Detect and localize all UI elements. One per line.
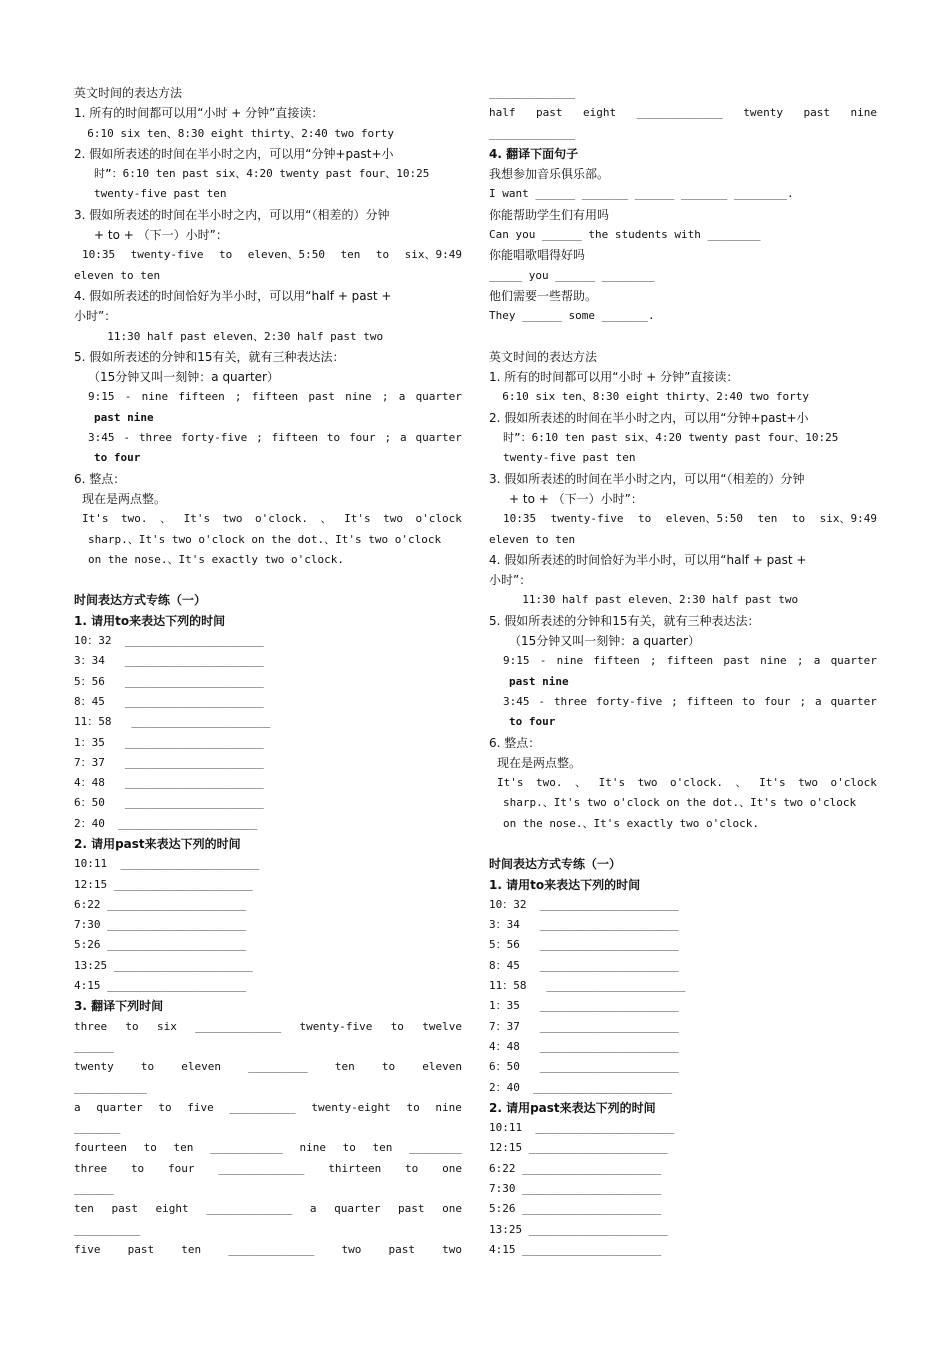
word: to (143, 1141, 157, 1155)
left-text-line: + to + （下一）小时”： (94, 228, 228, 243)
right-text-line: 7:30 _____________________ (489, 1182, 662, 1196)
word: ; (384, 431, 392, 445)
left-text-line: 时”：6:10 ten past six、4:20 twenty past four、10:25 (94, 167, 430, 181)
left-text-line (74, 1240, 462, 1260)
right-text-line: eleven to ten (489, 532, 576, 546)
right-text-line (489, 692, 877, 712)
word: ten (334, 1060, 355, 1074)
word: a (815, 694, 822, 708)
word: past (536, 106, 563, 120)
right-text-line: 6：50 _____________________ (489, 1060, 679, 1074)
right-text-line (489, 327, 877, 347)
word: ___________ (209, 1141, 283, 1155)
left-text-line: to four (94, 451, 141, 465)
left-text-line: 2. 假如所表述的时间在半小时之内，可以用“分钟+past+小 (74, 146, 394, 161)
left-text-line (74, 1138, 462, 1158)
left-text-line (74, 509, 462, 529)
right-text-line: 他们需要一些帮助。 (489, 288, 598, 303)
word: 10:35 (503, 512, 537, 526)
left-text-line: 5. 假如所表述的分钟和15有关，就有三种表达法： (74, 349, 345, 364)
word: past (111, 1202, 138, 1216)
left-text-line: ___________ (74, 1080, 147, 1094)
right-text-line: _____ you ______ ________ (489, 268, 655, 282)
word: two (383, 512, 403, 526)
left-text-line: 2. 请用past来表达下列的时间 (74, 836, 241, 851)
right-text-line: 1. 所有的时间都可以用“小时 + 分钟”直接读： (489, 370, 739, 385)
word: quarter (830, 694, 877, 708)
word: six、9:49 (404, 248, 462, 262)
left-text-line: 4:15 _____________________ (74, 979, 247, 993)
left-text-line (74, 1017, 462, 1037)
right-text-line: 现在是两点整。 (497, 755, 582, 770)
word: to (125, 1019, 139, 1033)
right-text-line: 4：48 _____________________ (489, 1039, 679, 1053)
word: ; (799, 694, 807, 708)
word: past (388, 1242, 415, 1256)
left-text-line: 3. 翻译下列时间 (74, 999, 164, 1014)
right-text-line: 4. 假如所表述的时间恰好为半小时，可以用“half + past + (489, 552, 807, 567)
right-text-line: on the nose.、It's exactly two o'clock. (503, 816, 760, 830)
word: a (74, 1100, 81, 1114)
word: to (342, 1141, 356, 1155)
word: two. (536, 776, 563, 790)
right-text-line: 你能唱歌唱得好吗 (489, 248, 586, 263)
word: It's (497, 776, 524, 790)
word: two (442, 1242, 462, 1256)
right-text-line: 1：35 _____________________ (489, 999, 679, 1013)
word: eight (583, 106, 617, 120)
right-text-line: + to + （下一）小时”： (509, 491, 643, 506)
left-text-line: 13:25 _____________________ (74, 958, 253, 972)
word: 3:45 (503, 694, 530, 708)
right-text-line: They ______ some _______. (489, 309, 655, 323)
word: to (381, 1060, 396, 1074)
word: fifteen (666, 654, 714, 668)
word: a (400, 431, 407, 445)
word: 3:45 (88, 431, 115, 445)
word: four (349, 431, 376, 445)
word: It's (598, 776, 626, 790)
left-text-line: twenty-five past ten (94, 187, 227, 201)
right-text-line: Can you ______ the students with ________ (489, 228, 761, 242)
word: to (130, 1161, 145, 1175)
word: to (390, 1019, 404, 1033)
left-text-line: ______ (74, 1039, 114, 1053)
word: o'clock. (255, 512, 309, 526)
word: nine (760, 654, 787, 668)
word: _____________ (206, 1202, 293, 1216)
word: eleven (181, 1060, 221, 1074)
word: to (791, 512, 806, 526)
right-text-line: 8：45 _____________________ (489, 958, 679, 972)
word: to (741, 694, 756, 708)
left-text-line: 现在是两点整。 (82, 491, 167, 506)
left-text-line: 6:22 _____________________ (74, 897, 247, 911)
word: three (138, 431, 173, 445)
word: quarter (334, 1202, 381, 1216)
word: two (341, 1242, 362, 1256)
word: quarter (830, 654, 877, 668)
word: nine (345, 390, 372, 404)
right-text-line: twenty-five past ten (503, 451, 636, 465)
left-text-line: 10：32 _____________________ (74, 634, 264, 648)
right-text-line: 英文时间的表达方法 (489, 349, 598, 364)
right-text-line: 2. 假如所表述的时间在半小时之内，可以用“分钟+past+小 (489, 410, 809, 425)
right-text-line: 6:22 _____________________ (489, 1161, 662, 1175)
left-text-line: （15分钟又叫一刻钟：a quarter） (88, 370, 279, 385)
word: two (798, 776, 818, 790)
right-text-line: 2：40 _____________________ (489, 1080, 673, 1094)
word: a (398, 390, 406, 404)
word: twenty-five (550, 512, 624, 526)
left-text-line: sharp.、It's two o'clock on the dot.、It's two o'clock (88, 532, 442, 546)
word: ten (74, 1202, 94, 1216)
left-text-line (74, 1057, 462, 1077)
right-text-line: 11：58 _____________________ (489, 979, 686, 993)
word: 、 (575, 776, 587, 790)
word: o'clock (415, 512, 462, 526)
word: to (405, 1161, 419, 1175)
word: to (375, 248, 390, 262)
word: ten (173, 1141, 194, 1155)
word: past (803, 106, 830, 120)
word: 、 (160, 512, 172, 526)
right-text-line: 10:11 _____________________ (489, 1121, 675, 1135)
word: eleven、5:50 (247, 248, 325, 262)
right-column (489, 83, 877, 1260)
right-text-line: （15分钟又叫一刻钟：a quarter） (509, 634, 700, 649)
left-text-line: 6. 整点： (74, 471, 126, 486)
word: ________ (408, 1141, 462, 1155)
word: _____________ (636, 106, 723, 120)
word: twenty-five (130, 248, 204, 262)
right-text-line (489, 773, 877, 793)
right-text-line: I want ______ _______ ______ _______ ________. (489, 187, 794, 201)
left-text-line: 1. 所有的时间都可以用“小时 + 分钟”直接读： (74, 106, 324, 121)
word: four (764, 694, 791, 708)
word: fifteen (686, 694, 733, 708)
right-text-line: 2. 请用past来表达下列的时间 (489, 1100, 656, 1115)
right-text-line: _____________ (489, 86, 576, 99)
right-text-line: 4:15 _____________________ (489, 1242, 662, 1256)
left-text-line: 1：35 _____________________ (74, 735, 264, 749)
left-text-line: 10:11 _____________________ (74, 857, 260, 871)
left-text-line: _______ (74, 1121, 121, 1135)
left-text-line: 6：50 _____________________ (74, 796, 264, 810)
left-text-line: 8：45 _____________________ (74, 694, 264, 708)
word: ten (757, 512, 778, 526)
word: It's (82, 512, 109, 526)
word: twenty-eight (311, 1100, 391, 1114)
word: to (326, 431, 341, 445)
word: ; (649, 654, 657, 668)
word: 9:15 (503, 654, 530, 668)
right-text-line: 小时”： (489, 573, 532, 588)
left-text-line: 4：48 _____________________ (74, 776, 264, 790)
right-text-line: 5：56 _____________________ (489, 938, 679, 952)
right-text-line: 5:26 _____________________ (489, 1202, 662, 1216)
right-text-line: 你能帮助学生们有用吗 (489, 207, 610, 222)
word: half (489, 106, 516, 120)
left-text-line: 7:30 _____________________ (74, 918, 247, 932)
word: _____________ (218, 1161, 305, 1175)
word: six、9:49 (819, 512, 877, 526)
word: to (140, 1060, 155, 1074)
word: to (406, 1100, 420, 1114)
left-text-line: 7：37 _____________________ (74, 755, 264, 769)
word: __________ (229, 1100, 296, 1114)
word: past (398, 1202, 425, 1216)
right-text-line: 13:25 _____________________ (489, 1222, 668, 1236)
left-text-line (74, 245, 462, 265)
right-text-line: 3：34 _____________________ (489, 918, 679, 932)
left-text-line: on the nose.、It's exactly two o'clock. (88, 552, 345, 566)
word: twenty (74, 1060, 114, 1074)
word: _____________ (228, 1242, 315, 1256)
right-text-line: 3. 假如所表述的时间在半小时之内，可以用“（相差的）分钟 (489, 471, 805, 486)
word: ; (256, 431, 263, 445)
left-text-line: 12:15 _____________________ (74, 877, 253, 891)
left-text-line: 2：40 _____________________ (74, 816, 258, 830)
right-text-line: sharp.、It's two o'clock on the dot.、It's two o'clock (503, 796, 857, 810)
word: to (218, 248, 233, 262)
word: quarter (415, 390, 462, 404)
word: eight (155, 1202, 189, 1216)
word: nine (850, 106, 877, 120)
word: It's (183, 512, 211, 526)
word: nine (141, 390, 169, 404)
word: forty-five (180, 431, 248, 445)
right-text-line (489, 834, 877, 854)
left-text-line: ______ (74, 1182, 114, 1196)
word: three (74, 1161, 108, 1175)
word: twelve (422, 1019, 462, 1033)
word: one (442, 1161, 462, 1175)
right-text-line: past nine (509, 674, 569, 688)
left-text-line: 英文时间的表达方法 (74, 86, 183, 100)
word: ten (340, 248, 361, 262)
word: ; (671, 694, 678, 708)
right-text-line: _____________ (489, 126, 576, 140)
word: 9:15 (88, 390, 115, 404)
word: two (637, 776, 658, 790)
right-text-line: 11:30 half past eleven、2:30 half past two (509, 593, 799, 607)
word: quarter (415, 431, 462, 445)
word: fourteen (74, 1141, 127, 1155)
left-text-line: 4. 假如所表述的时间恰好为半小时，可以用“half + past + (74, 288, 392, 303)
right-text-line: 时”：6:10 ten past six、4:20 twenty past four、10:25 (503, 431, 839, 445)
word: to (158, 1100, 172, 1114)
right-text-line: 我想参加音乐俱乐部。 (489, 167, 610, 182)
word: quarter (96, 1100, 143, 1114)
word: ; (234, 390, 242, 404)
left-text-line: 5:26 _____________________ (74, 938, 247, 952)
word: fifteen (271, 431, 318, 445)
word: _____________ (195, 1019, 282, 1033)
right-text-line: to four (509, 715, 556, 729)
right-text-line: 时间表达方式专练（一） (489, 857, 622, 872)
word: past (127, 1242, 155, 1256)
word: o'clock (830, 776, 877, 790)
word: 、 (735, 776, 747, 790)
word: six (156, 1019, 177, 1033)
word: fifteen (593, 654, 640, 668)
left-text-line: 时间表达方式专练（一） (74, 593, 207, 608)
left-text-line: 6:10 six ten、8:30 eight thirty、2:40 two forty (74, 126, 395, 140)
word: twenty (743, 106, 783, 120)
word: ten (181, 1242, 202, 1256)
right-text-line: 6:10 six ten、8:30 eight thirty、2:40 two forty (489, 390, 810, 404)
word: nine (299, 1141, 326, 1155)
word: five (74, 1242, 101, 1256)
word: - (124, 390, 132, 404)
word: past (308, 390, 335, 404)
word: 、 (320, 512, 332, 526)
word: It's (759, 776, 786, 790)
left-text-line: 3：34 _____________________ (74, 654, 264, 668)
word: thirteen (328, 1161, 382, 1175)
word: two. (121, 512, 148, 526)
word: to (637, 512, 652, 526)
word: four (168, 1161, 195, 1175)
word: fifteen (178, 390, 225, 404)
word: ten (372, 1141, 393, 1155)
left-text-line: 小时”： (74, 309, 117, 324)
word: _________ (248, 1060, 308, 1074)
left-text-line: eleven to ten (74, 268, 161, 282)
right-text-line: 12:15 _____________________ (489, 1141, 668, 1155)
left-text-line: 1. 请用to来表达下列的时间 (74, 613, 226, 628)
left-text-line (74, 387, 462, 407)
left-text-line (74, 1199, 462, 1219)
right-text-line (489, 103, 877, 123)
word: eleven (422, 1060, 462, 1074)
left-text-line (74, 1098, 462, 1118)
left-text-line (74, 428, 462, 448)
word: a (813, 654, 821, 668)
word: nine (556, 654, 584, 668)
word: It's (344, 512, 371, 526)
word: ; (381, 390, 389, 404)
right-text-line: 6. 整点： (489, 735, 541, 750)
right-text-line: 4. 翻译下面句子 (489, 146, 579, 161)
word: a (309, 1202, 317, 1216)
word: forty-five (595, 694, 663, 708)
left-text-line: 11：58 _____________________ (74, 715, 271, 729)
right-text-line: 1. 请用to来表达下列的时间 (489, 877, 641, 892)
word: five (187, 1100, 214, 1114)
left-column (74, 83, 462, 1260)
word: - (539, 654, 547, 668)
word: twenty-five (299, 1019, 373, 1033)
word: three (74, 1019, 108, 1033)
left-text-line: past nine (94, 410, 154, 424)
left-text-line: __________ (74, 1222, 141, 1236)
left-text-line (74, 1159, 462, 1179)
left-text-line: 3. 假如所表述的时间在半小时之内，可以用“（相差的）分钟 (74, 207, 390, 222)
word: - (538, 694, 546, 708)
word: one (442, 1202, 462, 1216)
word: 10:35 (82, 248, 116, 262)
word: o'clock. (670, 776, 724, 790)
word: two (222, 512, 243, 526)
word: eleven、5:50 (665, 512, 743, 526)
right-text-line: 7：37 _____________________ (489, 1019, 679, 1033)
word: past (723, 654, 750, 668)
right-text-line (489, 509, 877, 529)
right-text-line (489, 651, 877, 671)
right-text-line: 5. 假如所表述的分钟和15有关，就有三种表达法： (489, 613, 760, 628)
word: nine (435, 1100, 462, 1114)
right-text-line: 10：32 _____________________ (489, 897, 679, 911)
word: three (553, 694, 588, 708)
left-text-line: 5：56 _____________________ (74, 674, 264, 688)
word: - (123, 431, 131, 445)
left-text-line (74, 570, 462, 590)
word: ; (796, 654, 804, 668)
word: fifteen (251, 390, 299, 404)
left-text-line: 11:30 half past eleven、2:30 half past two (94, 329, 384, 343)
